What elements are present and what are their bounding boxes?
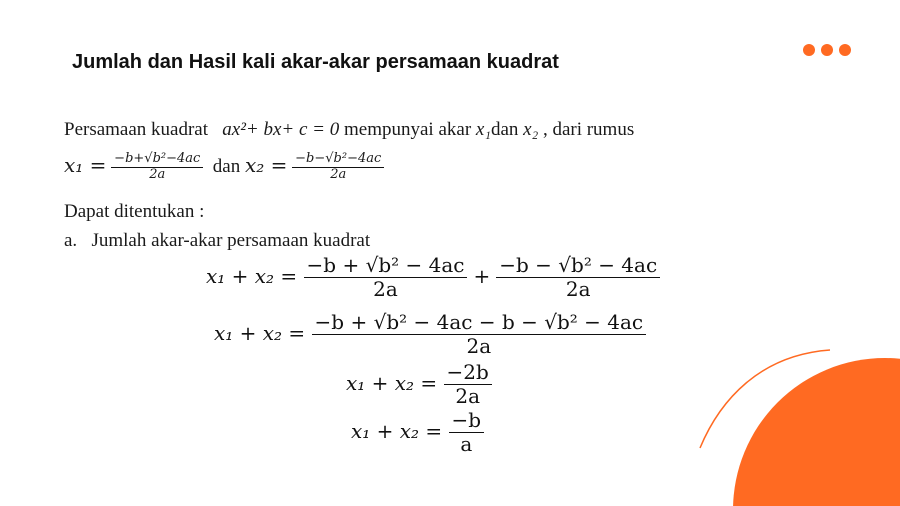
derivation-step-2 (214, 311, 646, 358)
step-1-fraction-1 (304, 254, 468, 301)
item-a (64, 230, 370, 252)
x2-formula-denominator: 2a (330, 166, 347, 182)
intro-prefix: Persamaan kuadrat (64, 119, 209, 140)
decorative-orange-circle (733, 358, 900, 506)
x1-formula-denominator: 2a (149, 166, 166, 182)
step-4-numerator: −b (449, 409, 485, 433)
x1-formula-fraction (111, 152, 203, 183)
root-1: x₁ (475, 119, 491, 140)
step-3-denominator: 2a (455, 384, 481, 408)
intro-line (64, 119, 634, 141)
page-title: Jumlah dan Hasil kali akar-akar persamaan kuadrat (72, 51, 559, 73)
dot (803, 44, 815, 56)
and-word: dan (490, 119, 519, 140)
item-a-marker: a. (64, 230, 78, 251)
intro-suffix: , dari rumus (542, 119, 635, 140)
x2-formula-fraction (292, 152, 384, 183)
step-3-fraction (444, 361, 492, 408)
derivation-step-3 (346, 361, 492, 408)
dot (821, 44, 833, 56)
step-1-numerator-1: −b + √b² − 4ac (304, 254, 468, 278)
step-2-lhs: x₁ + x₂ = (214, 321, 306, 345)
root-2: x₂ (523, 119, 539, 140)
item-a-label: Jumlah akar-akar persamaan kuadrat (91, 230, 371, 251)
step-3-numerator: −2b (444, 361, 492, 385)
decorative-arc-line (700, 350, 830, 448)
step-1-lhs: x₁ + x₂ = (206, 264, 298, 288)
step-2-fraction (312, 311, 647, 358)
plus-sign: + (473, 264, 491, 288)
intro-mid: mempunyai akar (344, 119, 472, 140)
step-1-numerator-2: −b − √b² − 4ac (496, 254, 660, 278)
determined-line: Dapat ditentukan : (64, 201, 205, 222)
x1-formula-numerator: −b+√b²−4ac (111, 152, 203, 168)
step-4-lhs: x₁ + x₂ = (351, 419, 443, 443)
step-1-denominator-2: 2a (565, 277, 591, 301)
formula-line (64, 152, 384, 183)
dot (839, 44, 851, 56)
step-4-denominator: a (460, 432, 473, 456)
step-1-fraction-2 (496, 254, 660, 301)
step-1-denominator-1: 2a (373, 277, 398, 301)
x2-formula-lhs: x₂ = (244, 152, 288, 177)
quadratic-equation: ax²+ bx+ c = 0 (222, 119, 340, 140)
more-options-icon[interactable] (803, 44, 851, 56)
step-4-fraction (449, 409, 485, 456)
formula-and: dan (212, 155, 241, 177)
derivation-step-1 (206, 254, 660, 301)
step-3-lhs: x₁ + x₂ = (346, 371, 438, 395)
x2-formula-numerator: −b−√b²−4ac (292, 152, 384, 168)
step-2-denominator: 2a (466, 334, 492, 358)
step-2-numerator: −b + √b² − 4ac − b − √b² − 4ac (312, 311, 647, 335)
derivation-step-4 (351, 409, 484, 456)
x1-formula-lhs: x₁ = (64, 152, 107, 177)
